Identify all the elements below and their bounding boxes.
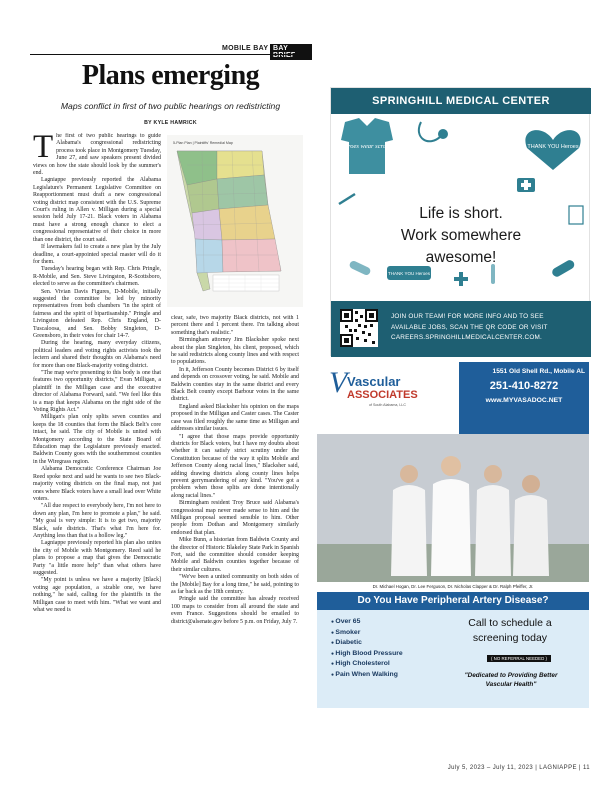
article-paragraph: clear, safe, two majority Black districts, not with 1 percent there and 1 percent there. I'm talking about something that's realistic." [171, 315, 299, 336]
subhead: Maps conflict in first of two public hearings on redistricting [60, 101, 281, 111]
article-paragraph: Mike Bunn, a historian from Baldwin County and the director of Historic Blakeley State Park in Spanish Fort, said the committee should consider keeping Mobile and Baldwin counties together because of their similar cultures. [171, 537, 299, 573]
article-paragraph: England asked Blacksher his opinion on the maps proposed in the Milligan and Caster cases. The Caster case was filed roughly the same time as Milligan and addresses similar issues. [171, 403, 299, 433]
vascular-contact [459, 362, 589, 434]
thank-you-label: THANK YOU Heroes [527, 144, 579, 150]
pad-info [317, 592, 589, 708]
article-paragraph: Tuesday's hearing began with Rep. Chris Pringle, R-Mobile, and Sen. Steve Livingston, R-Scottsboro, elected to serve as the committee's chairmen. [33, 266, 161, 288]
vascular-motto: "Dedicated to Providing Better Vascular Health" [464, 672, 558, 688]
article-paragraph: If lawmakers fail to create a new plan by the July deadline, a court-appointed special master will do it for them. [33, 244, 161, 265]
scrubs-icon [341, 118, 393, 174]
springhill-ad[interactable] [330, 87, 590, 356]
article-paragraph: Lagniappe previously reported the Alabama Legislature's Permanent Legislative Committee on Reapportionment must draft a new congressional voting district map consistent with the U.S. Supreme Court's ruling in Allen v. Milligan during a special session held July 17-21. Black voters in Alabama must have a strong enough chance to elect a congressional representative of their choice in more than one district, the court said. [33, 177, 161, 243]
section-tag [222, 44, 312, 59]
page-folio: July 5, 2023 – July 11, 2023 | LAGNIAPPE | 11 [447, 765, 590, 771]
article-column-1 [33, 133, 161, 765]
article-column-2 [171, 315, 299, 765]
doctor-names: Dr. Michael Hogan, Dr. Lee Ferguson, Dr. Nicholas Clapper & Dr. Ralph Pfeiffer, Jr. [317, 582, 589, 592]
call-to-action: Call to schedule a screening today [468, 617, 552, 644]
doctors-photo [317, 434, 589, 582]
svg-text:V: V [329, 366, 348, 399]
article-paragraph: In it, Jefferson County becomes District 6 by itself and depends on crossover voting, he said. Mobile and Baldwin counties stay in the same district and every Black Belt county except Barbour votes in the same district. [171, 366, 299, 403]
springhill-cta[interactable] [331, 301, 591, 357]
vascular-ad[interactable] [317, 362, 589, 708]
drop-cap: T [33, 133, 54, 165]
vascular-ad-header [317, 362, 589, 434]
first-aid-icon [517, 178, 535, 192]
top-rule [30, 54, 311, 55]
district-map [167, 135, 303, 307]
logo-main: Vascular [347, 374, 401, 389]
article-paragraph: "We've been a united community on both sides of the [Mobile] Bay for a long time," he said, pointing to as far back as the 18th century. [171, 574, 299, 596]
list-item: ● High Blood Pressure [331, 649, 403, 660]
article-paragraph: Sen. Vivian Davis Figures, D-Mobile, initially suggested the committee be led by minority representatives from both chambers "in the spirit of fairness and the spirit of bipartisanship." Pringle and Livingston defeated Rep. Chris England, D-Tuscaloosa, and Sen. Bobby Singleton, D-Greensboro, in their votes for chair 14-7. [33, 288, 161, 339]
article-paragraph: Milligan's plan only splits seven counties and keeps the 18 counties that form the Black Belt's core intact, he said. The city of Mobile is united with Montgomery according to the State Board of Education map the Legislature previously enacted. Baldwin County goes with the southernmost counties in the Wiregrass region. [33, 414, 161, 465]
vascular-address: 1551 Old Shell Rd., Mobile AL [492, 368, 585, 375]
article-paragraph: "The map we're presenting to this body is one that features two opportunity districts," Evan Milligan, a plaintiff in the Milligan case and the executive director of Alabama Forward, said. "We feel like this is a map that keeps Alabama on the right side of the Voting Rights Act." [33, 370, 161, 414]
article-paragraph: Lagniappe previously reported his plan also unites the city of Mobile with Montgomery. Reed said he plans to propose a map that gives the Democratic Party "a little more help" than what others have suggested. [33, 540, 161, 576]
article-paragraph: "My point is unless we have a majority [Black] voting age population, a sizable one, we have nothing," he said, calling for the plaintiffs in the Milligan case to meet with him. "What we want and what we need is [33, 577, 161, 613]
list-item: ● Diabetic [331, 638, 403, 649]
list-item: ● Smoker [331, 628, 403, 639]
map-caption: 5-Plan Plan | Plaintiffs' Remedial Map [173, 141, 233, 145]
logo-tagline: of South Alabama, LLC [369, 403, 406, 407]
article-paragraph: Pringle said the committee has already received 100 maps to consider from all around the state and even France. Suggestions should be emailed to district@alsenate.gov before 5 p.m. on Friday, July 7. [171, 596, 299, 625]
vascular-website[interactable]: www.MYVASADOC.NET [485, 397, 563, 404]
list-item: ● Over 65 [331, 617, 403, 628]
heroes-label: heroes wear scrubs [341, 143, 393, 150]
heart-icon [525, 130, 580, 170]
stethoscope-icon [419, 122, 447, 141]
springhill-ad-art [331, 114, 591, 301]
section-label: MOBILE BAY [222, 45, 269, 52]
springhill-brand: SPRINGHILL MEDICAL CENTER [331, 88, 591, 114]
article-paragraph: The first of two public hearings to guide Alabama's congressional redistricting process took place in Montgomery Tuesday, June 27, and saw speakers present divided views on how the state should look by the summer's end. [33, 133, 161, 177]
pad-banner: Do You Have Peripheral Artery Disease? [317, 592, 589, 610]
article-paragraph: Birmingham resident Troy Bruce said Alabama's congressional map never made sense to him and the Milligan proposal seemed sensible to him. Other people from Dothan and Montgomery similarly endorsed that plan. [171, 500, 299, 536]
vascular-phone[interactable]: 251-410-8272 [489, 380, 559, 392]
risk-factor-list [331, 617, 403, 680]
qr-code-icon[interactable] [340, 309, 378, 347]
article-paragraph: "All due respect to everybody here, I'm not here to down any plan, I'm here to promote a plan," he said. "My goal is very simple: It is to get two, majority Black, safe districts. That's what I'm here for. Anything less than that is a hollow leg." [33, 503, 161, 539]
no-referral-badge: ( NO REFERRAL NEEDED ) [487, 655, 551, 662]
list-item: ● High Cholesterol [331, 659, 403, 670]
thank-you-banner-label: THANK YOU Heroes [388, 271, 430, 276]
article-paragraph: Birmingham attorney Jim Blacksher spoke next about the plan Singleton, his client, proposed, which he said redistricts along county lines and with respect to populations. [171, 337, 299, 366]
springhill-tagline: Life is short. Work somewhere awesome! [400, 205, 522, 266]
byline: BY KYLE HAMRICK [144, 120, 197, 126]
springhill-cta-text: JOIN OUR TEAM! FOR MORE INFO AND TO SEE AVAILABLE JOBS, SCAN THE QR CODE OR VISIT CAREERS.SPRINGHILLMEDICALCENTER.COM. [391, 313, 548, 341]
article-paragraph: During the hearing, many everyday citizens, political leaders and voting rights activists took the lectern and shared their thoughts on Alabama's need for more than one Black-majority voting district. [33, 340, 161, 369]
section-label-inverse: BAY BRIEF [270, 44, 312, 60]
article-paragraph: "I agree that those maps provide opportunity districts for Black voters, but I have my doubts about whether it can satisfy strict scrutiny under the Constitution because of the way it splits Mobile and Jefferson County along racial lines," Blacksher said, adding drawing districts along county lines helps prevent gerrymandering of any kind. "You've got a problem when those splits are done intentionally along racial lines." [171, 433, 299, 499]
list-item: ● Pain When Walking [331, 670, 403, 681]
headline: Plans emerging [81, 60, 260, 91]
cross-icon [454, 272, 468, 286]
article-paragraph: Alabama Democratic Conference Chairman Joe Reed spoke next and said he wants to see two Black-majority voting districts on the final map, not just ones where Black voters have a small lead over White voters. [33, 466, 161, 502]
logo-sub: ASSOCIATES [347, 389, 418, 401]
vascular-logo [323, 362, 453, 422]
